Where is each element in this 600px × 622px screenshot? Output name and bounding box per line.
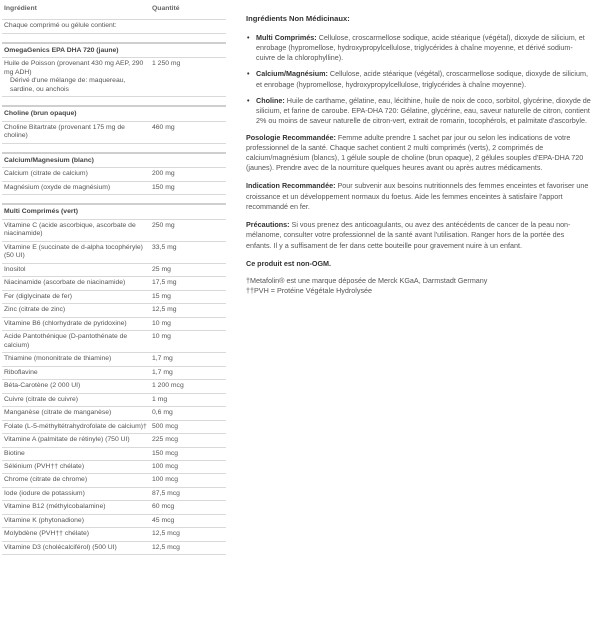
ingredient-qty: 225 mcg bbox=[152, 436, 179, 444]
bullet-label: Multi Comprimés: bbox=[256, 32, 317, 42]
table-row bbox=[2, 182, 226, 195]
ingredient-qty: 60 mcg bbox=[152, 503, 175, 511]
table-row bbox=[2, 220, 226, 242]
ingredient-name: Calcium (citrate de calcium) bbox=[4, 170, 88, 178]
table-row bbox=[2, 394, 226, 407]
ingredient-qty: 10 mg bbox=[152, 333, 171, 341]
ingredient-name: Vitamine K (phytonadione) bbox=[4, 516, 84, 524]
ingredient-name: Molybdène (PVH†† chélate) bbox=[4, 530, 90, 538]
bullet-label: Calcium/Magnésium: bbox=[256, 69, 328, 79]
ingredient-qty: 250 mg bbox=[152, 221, 175, 229]
table-row bbox=[2, 474, 226, 487]
ingredient-qty: 100 mcg bbox=[152, 462, 179, 470]
ingredient-qty: 150 mg bbox=[152, 183, 175, 191]
non-gmo-statement: Ce produit est non-OGM. bbox=[246, 258, 332, 268]
table-row bbox=[2, 242, 226, 264]
ingredient-name: Cuivre (citrate de cuivre) bbox=[4, 395, 79, 403]
ingredient-qty: 25 mg bbox=[152, 265, 171, 273]
ingredient-name: Biotine bbox=[4, 449, 25, 457]
ingredient-sub: Dérivé d'une mélange de: maquereau, sardine, ou anchois bbox=[10, 77, 126, 93]
ingredient-name: Acide Pantothénique (D-pantothénate de calcium) bbox=[4, 333, 128, 349]
intro-text: Chaque comprimé ou gélule contient: bbox=[4, 22, 117, 30]
ingredient-name: Folate (L-5-méthyltétrahydrofolate de calcium)† bbox=[4, 422, 147, 430]
ingredient-main: Huile de Poisson (provenant 430 mg AEP, 290 mg ADH) bbox=[4, 60, 144, 76]
ingredient-name: Vitamine B6 (chlorhydrate de pyridoxine) bbox=[4, 319, 127, 327]
table-row bbox=[2, 380, 226, 393]
ingredient-name: Manganèse (citrate de manganèse) bbox=[4, 409, 112, 417]
table-row bbox=[2, 122, 226, 144]
ingredient-qty: 500 mcg bbox=[152, 422, 179, 430]
ingredient-name: Béta-Carotène (2 000 UI) bbox=[4, 382, 81, 390]
multi-rows bbox=[2, 220, 226, 556]
precaution-paragraph bbox=[246, 220, 591, 251]
dosage-label: Posologie Recommandée: bbox=[246, 132, 336, 142]
bullet-text: Cellulose, croscarmellose sodique, acide stéarique (végétal), dioxyde de silicium, et enrobage (hypromellose, hydroxypropylcellulose, triglycérides à chaîne moyenne, et dérivé sodium-cuivre de la chlorophylline). bbox=[256, 32, 585, 63]
bullet-text: Huile de carthame, gélatine, eau, lécithine, huile de noix de coco, sorbitol, glycérine, dioxyde de silicium, et farine de caroube. EPA-DHA 720: Gélatine, glycérine, eau, saveur naturelle de citron, contient 2% ou moins de saveur naturelle de citron-vert, extrait de romarin, tocophérols, et palmitate d'ascorbyle. bbox=[256, 95, 591, 126]
table-header bbox=[2, 4, 226, 19]
table-row bbox=[2, 331, 226, 353]
ingredient-qty: 100 mcg bbox=[152, 476, 179, 484]
ingredient-name: Sélénium (PVH†† chélate) bbox=[4, 462, 85, 470]
table-row bbox=[2, 58, 226, 97]
dosage-paragraph bbox=[246, 133, 591, 174]
col-quantity-header: Quantité bbox=[152, 5, 180, 12]
list-item bbox=[246, 96, 591, 127]
ingredient-qty: 12,5 mcg bbox=[152, 543, 180, 551]
ingredient-qty: 45 mcg bbox=[152, 516, 175, 524]
indication-text: Pour subvenir aux besoins nutritionnels des femmes enceintes et favoriser une croissance et un développement normaux du foetus. Aide les femmes enceintes à satisfaire l'apport recommandé en fer. bbox=[246, 181, 589, 211]
table-row bbox=[2, 304, 226, 317]
calcium-rows bbox=[2, 168, 226, 195]
precaution-text: Si vous prenez des anticoagulants, ou avez des antécédents de cancer de la peau non-mélanome, consulter votre professionnel de la santé avant l'utilisation. Ranger hors de la portée des enfants. Il y a suffisament de fer dans cette bouteille pour gravement nuire à un enfant. bbox=[246, 220, 571, 250]
table-row bbox=[2, 542, 226, 555]
ingredient-qty: 1,7 mg bbox=[152, 355, 173, 363]
col-ingredient-header: Ingrédient bbox=[4, 5, 37, 12]
table-row bbox=[2, 448, 226, 461]
footnote-metafolin: †Metafolin® est une marque déposée de Merck KGaA, Darmstadt Germany bbox=[246, 275, 488, 285]
ingredient-qty: 17,5 mg bbox=[152, 279, 177, 287]
table-row bbox=[2, 421, 226, 434]
table-row bbox=[2, 291, 226, 304]
section-choline: Choline (brun opaque) bbox=[2, 105, 226, 121]
list-item bbox=[246, 69, 591, 89]
ingredient-qty: 0,6 mg bbox=[152, 409, 173, 417]
ingredient-name: Vitamine A (palmitate de rétinyle) (750 UI) bbox=[4, 436, 130, 444]
ingredient-name bbox=[4, 60, 152, 94]
footnote-pvh: ††PVH = Protéine Végétale Hydrolysée bbox=[246, 286, 373, 296]
table-row bbox=[2, 501, 226, 514]
ingredient-qty: 15 mg bbox=[152, 292, 171, 300]
ingredient-name: Choline Bitartrate (provenant 175 mg de choline) bbox=[4, 123, 125, 140]
ingredient-name: Vitamine E (succinate de d-alpha tocophéryle) (50 UI) bbox=[4, 243, 143, 260]
ingredient-qty: 12,5 mg bbox=[152, 306, 177, 314]
table-row bbox=[2, 318, 226, 331]
table-row bbox=[2, 407, 226, 420]
bullet-text: Cellulose, acide stéarique (végétal), croscarmellose sodique, dioxyde de silicium, et enrobage (hypromellose, hydroxypropylcellulose, triglycérides à chaîne moyenne). bbox=[256, 69, 588, 89]
table-row bbox=[2, 277, 226, 290]
ingredient-qty: 150 mcg bbox=[152, 449, 179, 457]
ingredient-name: Magnésium (oxyde de magnésium) bbox=[4, 183, 111, 191]
list-item bbox=[246, 33, 591, 64]
ingredient-name: Chrome (citrate de chrome) bbox=[4, 476, 88, 484]
indication-paragraph bbox=[246, 181, 591, 212]
bullet-label: Choline: bbox=[256, 95, 285, 105]
ingredient-qty: 10 mg bbox=[152, 319, 171, 327]
dosage-text: Femme adulte prendre 1 sachet par jour ou selon les indications de votre professionnel de la santé. Chaque sachet contient 2 multi comprimés (verts), 2 comprimés de calcium/magnésium (blancs), 1 gélule souple de choline (brun opaque), 2 gélules souples d'EPA-DHA 720 (jaunes). Prendre avec de la nourriture quelques heures avant ou après autres médicaments. bbox=[246, 132, 584, 173]
table-row bbox=[2, 528, 226, 541]
intro-row bbox=[2, 19, 226, 33]
table-row bbox=[2, 168, 226, 181]
table-row bbox=[2, 434, 226, 447]
ingredient-qty: 1,7 mg bbox=[152, 368, 173, 376]
section-omega: OmegaGenics EPA DHA 720 (jaune) bbox=[2, 42, 226, 58]
section-calcium: Calcium/Magnesium (blanc) bbox=[2, 152, 226, 168]
section-multi: Multi Comprimés (vert) bbox=[2, 203, 226, 219]
ingredient-qty: 12,5 mcg bbox=[152, 530, 180, 538]
table-row bbox=[2, 515, 226, 528]
ingredient-name: Niacinamide (ascorbate de niacinamide) bbox=[4, 279, 126, 287]
ingredient-name: Vitamine D3 (cholécalciférol) (500 UI) bbox=[4, 543, 117, 551]
ingredient-qty: 200 mg bbox=[152, 170, 175, 178]
non-medicinal-title: Ingrédients Non Médicinaux: bbox=[246, 14, 350, 23]
ingredient-qty: 1 200 mcg bbox=[152, 382, 184, 390]
table-row bbox=[2, 367, 226, 380]
ingredient-name: Thiamine (mononitrate de thiamine) bbox=[4, 355, 112, 363]
label-text-column bbox=[246, 14, 591, 296]
ingredient-qty: 1 250 mg bbox=[152, 60, 181, 68]
table-row bbox=[2, 461, 226, 474]
indication-label: Indication Recommandée: bbox=[246, 181, 336, 191]
ingredient-name: Zinc (citrate de zinc) bbox=[4, 306, 66, 314]
ingredient-qty: 460 mg bbox=[152, 123, 175, 131]
table-row bbox=[2, 264, 226, 277]
table-row bbox=[2, 488, 226, 501]
non-medicinal-list bbox=[246, 33, 591, 127]
ingredient-name: Vitamine B12 (méthylcobalamine) bbox=[4, 503, 106, 511]
ingredient-name: Inositol bbox=[4, 265, 26, 273]
ingredient-qty: 1 mg bbox=[152, 395, 168, 403]
ingredient-table bbox=[2, 4, 226, 555]
ingredient-name: Riboflavine bbox=[4, 368, 38, 376]
ingredient-name: Iode (iodure de potassium) bbox=[4, 489, 85, 497]
ingredient-name: Fer (diglycinate de fer) bbox=[4, 292, 72, 300]
ingredient-name: Vitamine C (acide ascorbique, ascorbate de niacinamide) bbox=[4, 221, 136, 238]
precaution-label: Précautions: bbox=[246, 220, 290, 230]
table-row bbox=[2, 353, 226, 366]
ingredient-qty: 87,5 mcg bbox=[152, 489, 180, 497]
ingredient-qty: 33,5 mg bbox=[152, 243, 177, 251]
